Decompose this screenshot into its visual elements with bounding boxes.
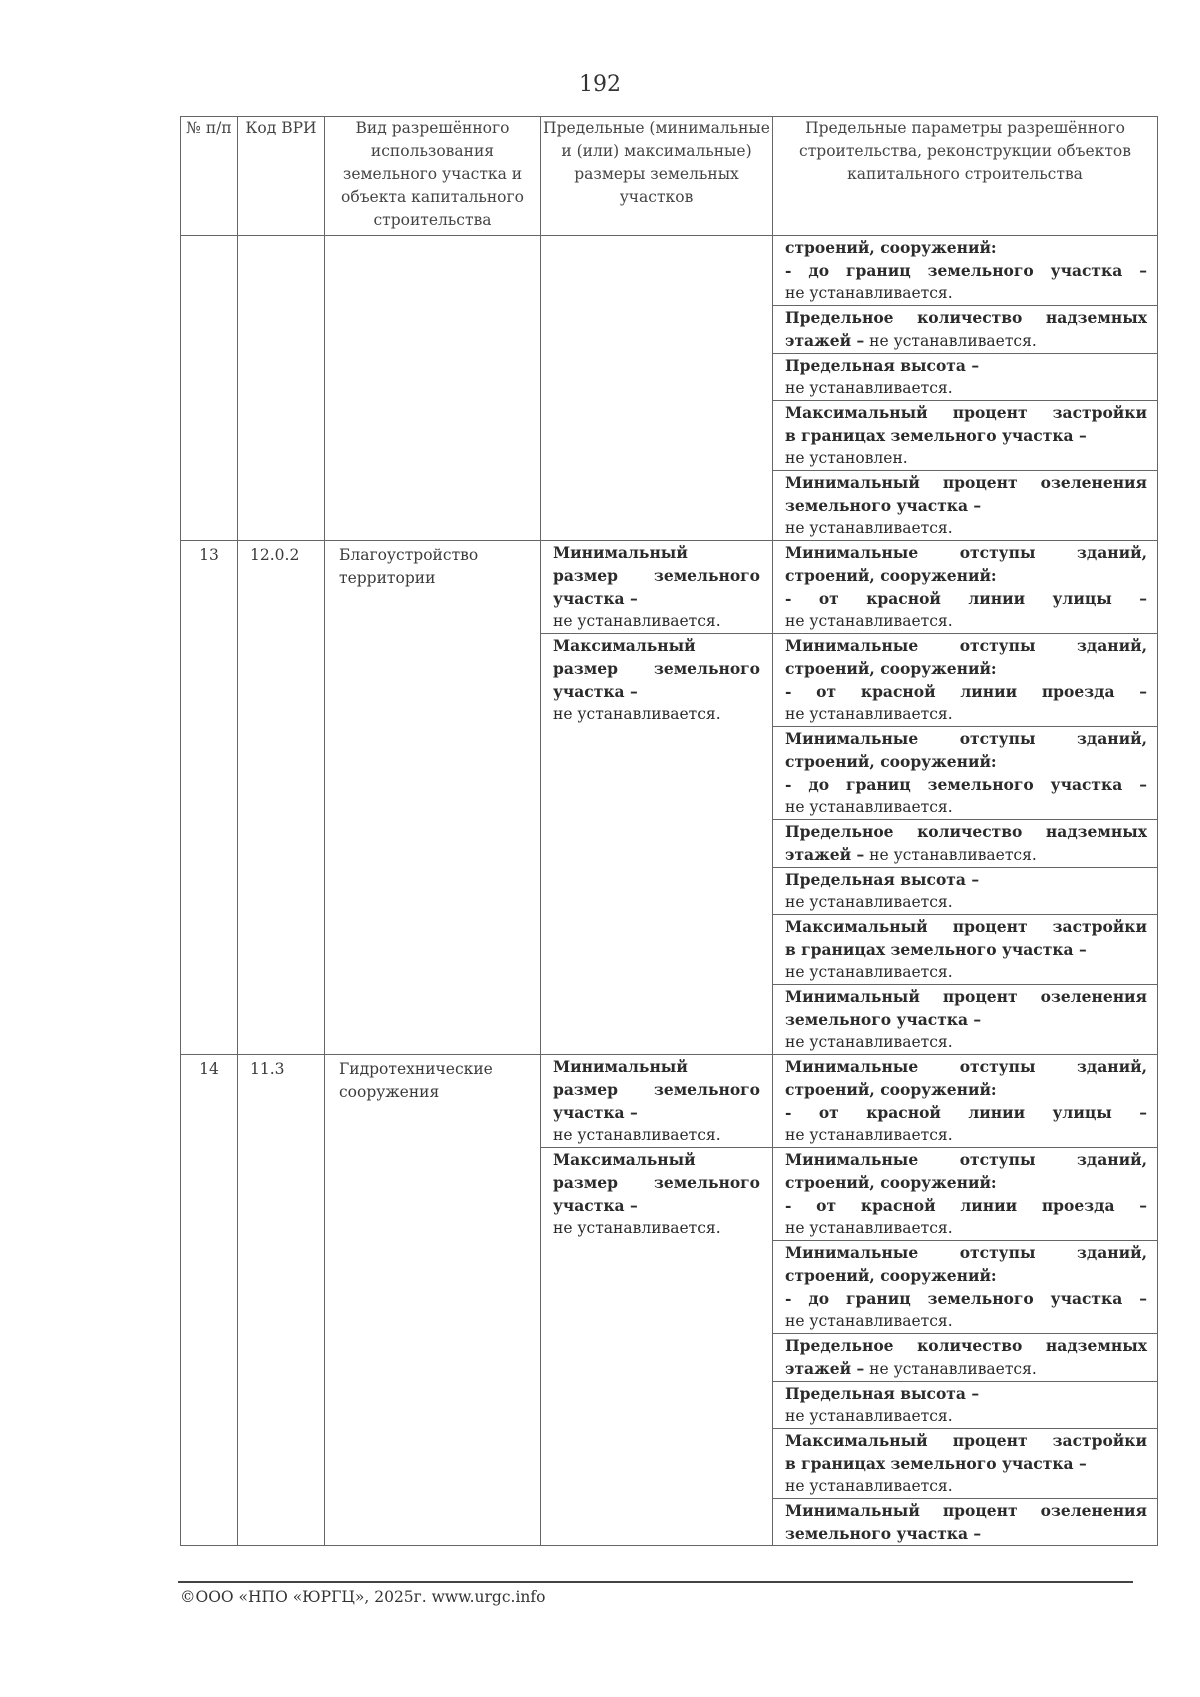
table-row-continuation (181, 236, 1158, 541)
param-text: не устанавливается. (785, 1407, 953, 1425)
param-text: в границах земельного участка – (785, 1454, 1087, 1473)
param-text: Предельное количество надземных (785, 822, 1147, 841)
cell-params (773, 1055, 1158, 1546)
param-text: не устанавливается. (785, 612, 953, 630)
param-text: - до границ земельного участка – (785, 1289, 1147, 1308)
param-text: Предельная высота – (785, 356, 980, 375)
size-text: Минимальный (553, 1057, 688, 1076)
param-text: не устанавливается. (864, 332, 1037, 350)
cell-num: 13 (181, 541, 238, 1055)
param-text: Минимальный процент озеленения (785, 473, 1147, 492)
header-kind: Вид разрешённого использования земельного участка и объекта капитального строительства (325, 117, 541, 236)
param-block (773, 1499, 1157, 1545)
param-block (773, 1148, 1157, 1241)
param-text: земельного участка – (785, 1524, 982, 1543)
size-text: участка – (553, 682, 638, 701)
size-text: участка – (553, 589, 638, 608)
param-block (773, 306, 1157, 354)
param-text: не устанавливается. (785, 798, 953, 816)
param-block (773, 1429, 1157, 1499)
param-text: строений, сооружений: (785, 566, 997, 585)
param-text: Минимальные отступы зданий, (785, 1150, 1147, 1169)
cell-code (238, 236, 325, 541)
header-sizes: Предельные (минимальные и (или) максимальные) размеры земельных участков (541, 117, 773, 236)
param-text: Минимальные отступы зданий, (785, 1057, 1147, 1076)
param-text: не устанавливается. (785, 519, 953, 537)
param-text: строений, сооружений: (785, 1173, 997, 1192)
cell-sizes (541, 1055, 773, 1546)
param-text: не устанавливается. (785, 1219, 953, 1237)
param-text: строений, сооружений: (785, 238, 997, 257)
size-text: размер земельного (553, 1080, 760, 1099)
param-text: Максимальный процент застройки (785, 917, 1147, 936)
size-text: Максимальный (553, 1150, 696, 1169)
param-text: - до границ земельного участка – (785, 775, 1147, 794)
param-text: Максимальный процент застройки (785, 403, 1147, 422)
param-text: Предельная высота – (785, 1384, 980, 1403)
param-block (773, 915, 1157, 985)
param-text: не устанавливается. (785, 1033, 953, 1051)
size-text: не устанавливается. (553, 1219, 721, 1237)
size-block-min (541, 1055, 772, 1148)
cell-num: 14 (181, 1055, 238, 1546)
param-text: Предельная высота – (785, 870, 980, 889)
param-block (773, 985, 1157, 1054)
param-text: Минимальные отступы зданий, (785, 636, 1147, 655)
table-header-row (181, 117, 1158, 236)
size-text: не устанавливается. (553, 705, 721, 723)
param-text: не устанавливается. (864, 846, 1037, 864)
table-row (181, 1055, 1158, 1546)
param-text: земельного участка – (785, 1010, 982, 1029)
page-number: 192 (579, 72, 621, 97)
size-text: не устанавливается. (553, 1126, 721, 1144)
param-block (773, 354, 1157, 401)
size-text: Минимальный (553, 543, 688, 562)
param-text: строений, сооружений: (785, 659, 997, 678)
param-block (773, 1334, 1157, 1382)
param-text: - до границ земельного участка – (785, 261, 1147, 280)
param-text: не устанавливается. (785, 1477, 953, 1495)
param-text: этажей – (785, 331, 865, 350)
param-block (773, 1241, 1157, 1334)
param-block (773, 634, 1157, 727)
cell-kind (325, 236, 541, 541)
cell-sizes (541, 236, 773, 541)
param-text: не устанавливается. (785, 963, 953, 981)
cell-params (773, 236, 1158, 541)
param-text: Минимальные отступы зданий, (785, 543, 1147, 562)
param-block (773, 401, 1157, 471)
param-text: - от красной линии проезда – (785, 1196, 1147, 1215)
cell-params (773, 541, 1158, 1055)
size-text: участка – (553, 1196, 638, 1215)
footer-divider (178, 1581, 1133, 1583)
param-text: в границах земельного участка – (785, 940, 1087, 959)
cell-code: 11.3 (238, 1055, 325, 1546)
cell-num (181, 236, 238, 541)
param-text: в границах земельного участка – (785, 426, 1087, 445)
param-text: не устанавливается. (785, 705, 953, 723)
param-text: строений, сооружений: (785, 1080, 997, 1099)
cell-code: 12.0.2 (238, 541, 325, 1055)
param-text: Предельное количество надземных (785, 1336, 1147, 1355)
param-block (773, 727, 1157, 820)
param-block (773, 1055, 1157, 1148)
table-row (181, 541, 1158, 1055)
param-text: не устанавливается. (785, 1126, 953, 1144)
param-text: Предельное количество надземных (785, 308, 1147, 327)
size-text: Максимальный (553, 636, 696, 655)
size-text: участка – (553, 1103, 638, 1122)
param-block (773, 1382, 1157, 1429)
param-text: Минимальные отступы зданий, (785, 729, 1147, 748)
param-text: не устанавливается. (785, 379, 953, 397)
param-text: не устанавливается. (785, 284, 953, 302)
cell-kind: Гидротехнические сооружения (325, 1055, 541, 1546)
param-text: не установлен. (785, 449, 908, 467)
size-block-max (541, 1148, 772, 1240)
param-text: этажей – (785, 845, 865, 864)
header-params: Предельные параметры разрешённого строительства, реконструкции объектов капитального строительства (773, 117, 1158, 236)
param-block (773, 236, 1157, 306)
param-block (773, 541, 1157, 634)
size-text: размер земельного (553, 1173, 760, 1192)
param-text: Минимальный процент озеленения (785, 1501, 1147, 1520)
size-text: размер земельного (553, 566, 760, 585)
footer-copyright: ©ООО «НПО «ЮРГЦ», 2025г. www.urgc.info (180, 1588, 546, 1606)
size-text: не устанавливается. (553, 612, 721, 630)
size-block-min (541, 541, 772, 634)
param-text: не устанавливается. (864, 1360, 1037, 1378)
cell-kind: Благоустройство территории (325, 541, 541, 1055)
param-text: Минимальный процент озеленения (785, 987, 1147, 1006)
param-text: не устанавливается. (785, 893, 953, 911)
param-text: - от красной линии проезда – (785, 682, 1147, 701)
zoning-table (180, 116, 1158, 1546)
cell-sizes (541, 541, 773, 1055)
size-text: размер земельного (553, 659, 760, 678)
param-text: земельного участка – (785, 496, 982, 515)
param-text: этажей – (785, 1359, 865, 1378)
param-block (773, 820, 1157, 868)
param-text: - от красной линии улицы – (785, 1103, 1147, 1122)
header-num: № п/п (181, 117, 238, 236)
param-text: Минимальные отступы зданий, (785, 1243, 1147, 1262)
param-text: строений, сооружений: (785, 752, 997, 771)
param-block (773, 471, 1157, 540)
param-block (773, 868, 1157, 915)
param-text: не устанавливается. (785, 1312, 953, 1330)
param-text: Максимальный процент застройки (785, 1431, 1147, 1450)
param-text: - от красной линии улицы – (785, 589, 1147, 608)
param-text: строений, сооружений: (785, 1266, 997, 1285)
size-block-max (541, 634, 772, 726)
header-code: Код ВРИ (238, 117, 325, 236)
